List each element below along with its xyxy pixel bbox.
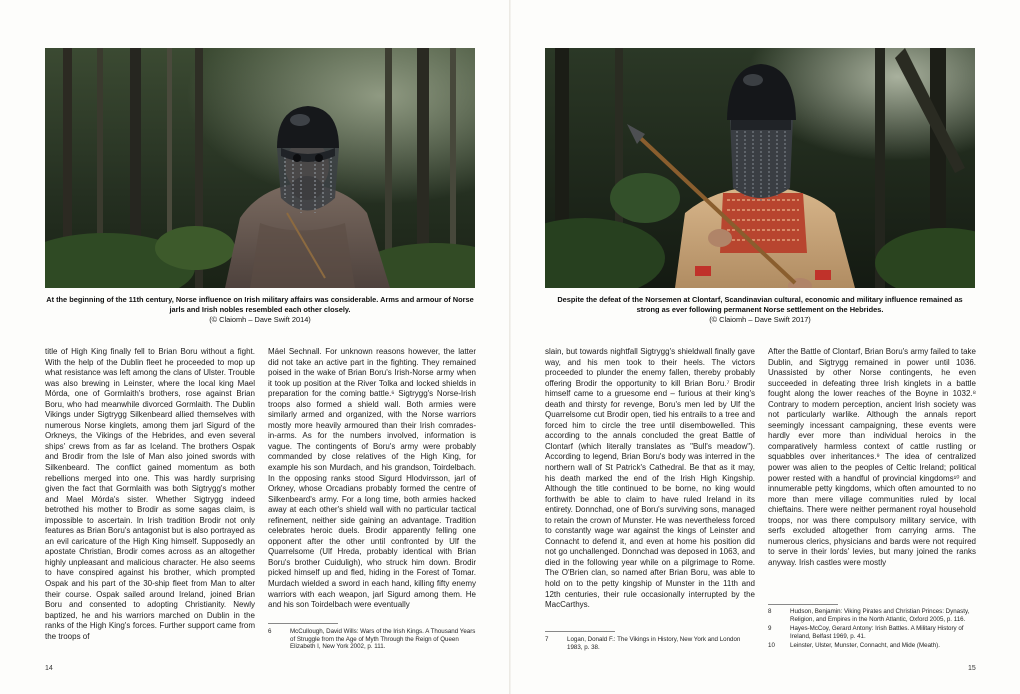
footnote-10-number: 10 bbox=[768, 642, 775, 649]
right-photo-caption bbox=[545, 295, 975, 325]
right-page-column-2 bbox=[768, 347, 976, 568]
footnote-6-text: McCullough, David Wills: Wars of the Irish Kings. A Thousand Years of Struggle from the Age of Myth Through the Reign of Queen Elizabeth I, New York 2002, p. 111. bbox=[290, 628, 476, 651]
footnote-9 bbox=[768, 625, 976, 640]
right-caption-text: Despite the defeat of the Norsemen at Clontarf, Scandinavian cultural, economic and military influence remained as strong as ever following permanent Norse settlement on the Hebrides. bbox=[557, 295, 963, 314]
footnote-6 bbox=[268, 628, 476, 651]
left-page-photo bbox=[45, 48, 475, 288]
footnote-8-text: Hudson, Benjamin: Viking Pirates and Christian Princes: Dynasty, Religion, and Empires in the North Atlantic, Oxford 2005, p. 116. bbox=[790, 608, 970, 623]
body-text-column-2: Máel Sechnall. For unknown reasons however, the latter did not take an active part in the fighting. They remained poised in the wake of Brian Boru's Irish-Norse army when it took up position at the River Tolka and locked shields in preparation for the coming battle.⁶ Sigtrygg's Norse-Irish troops also formed a shield wall. Both armies were similarly armed and organized, with the Norse warriors mostly more heavily armoured than their Irish comrades-in-arms. As for the numbers involved, information is vague. The contingents of Boru's army were probably commanded by close relatives of the High King, for example his son Murdach, and his grandson, Toirdelbach. In the opposing ranks stood Sigurd Hlodvirsson, jarl of Orkney, whose Orcadians probably formed the centre of Silkenbeard's army. For a long time, both armies hacked away at each other's shield wall with no particular tactical refinement, neither side gaining an advantage. Tradition celebrates heroic duels. Brodir apparently felling one opponent after the other until confronted by Ulf the Quarrelsome (Ulf Hreda, probably identical with Brian Boru's brother Cuiduligh), who struck him down. Brodir picked himself up and fled, hiding in the Forest of Tomar. Murdach wielded a sword in each hand, killing fifty enemy warriors with each weapon, jarl Sigurd among them. He and his son Toirdelbach were eventually bbox=[268, 347, 476, 610]
right-page-column-1 bbox=[545, 347, 755, 611]
footnote-9-text: Hayes-McCoy, Gerard Antony: Irish Battles. A Military History of Ireland, Belfast 1969, p. 41. bbox=[790, 625, 964, 640]
footnote-rule-right-1 bbox=[545, 631, 615, 632]
footnote-7-number: 7 bbox=[545, 636, 549, 643]
footnote-9-number: 9 bbox=[768, 625, 772, 632]
left-page-column-2 bbox=[268, 347, 476, 611]
page-number-left: 14 bbox=[45, 665, 53, 672]
right-page-photo bbox=[545, 48, 975, 288]
left-page-column-1 bbox=[45, 347, 255, 642]
footnote-rule-right-2 bbox=[768, 604, 838, 605]
right-caption-credit: (© Claiomh – Dave Swift 2017) bbox=[709, 315, 811, 324]
footnote-8 bbox=[768, 608, 976, 623]
footnote-10-text: Leinster, Ulster, Munster, Connacht, and Mide (Meath). bbox=[790, 642, 940, 649]
left-photo-caption bbox=[45, 295, 475, 325]
left-caption-credit: (© Claiomh – Dave Swift 2014) bbox=[209, 315, 311, 324]
footnote-8-number: 8 bbox=[768, 608, 772, 615]
body-text-column-1: title of High King finally fell to Brian Boru without a fight. With the help of the Dublin fleet he proceeded to mop up what resistance was left among the clans of Ulster. Trouble was also brewing in Leinster, where the local king Mael Mórda, one of Gormlaith's brothers, rose against Brian Boru, who had meanwhile divorced Gormlaith. The Dublin Vikings under Sigtrygg Silkenbeard allied themselves with numerous Norse kinglets, among them jarl Sigurd of the Orkneys, the Vikings of the Hebrides, and even several ships' crews from as far as Iceland. The brothers Ospak and Brodir from the Isle of Man also joined swords with Silkenbeard. The conflict gained momentum as both rebellions merged into one. This was hardly surprising given the fact that Gormlaith was both Sigtrygg's mother and Mael Mórda's sister. Whether Sigtrygg indeed betrothed his mother to Brodir as some sagas claim, is impossible to ascertain. In Irish tradition Brodir not only features as Brian Boru's antagonist but is also portrayed as an evil caricature of the High King himself. Supposedly an apostate Christian, Brodir comes across as an altogether highly unpleasant and malicious character. He also seems to have conspired against his brother, which prompted Ospak and his part of the 30-ship fleet from Man to alter their course. Ospak sailed around Ireland, joined Brian Boru and consented to adopting Christianity. Newly baptized, he and his warriors marched on Dublin in the ranks of the High King's forces. Further support came from the troops of bbox=[45, 347, 255, 641]
left-caption-text: At the beginning of the 11th century, Norse influence on Irish military affairs was considerable. Arms and armour of Norse jarls and Irish nobles resembled each other closely. bbox=[46, 295, 474, 314]
footnote-7 bbox=[545, 636, 755, 651]
footnote-10 bbox=[768, 642, 976, 650]
footnote-6-number: 6 bbox=[268, 628, 272, 635]
reenactor-cloak-illustration bbox=[45, 48, 475, 288]
page-number-right: 15 bbox=[968, 665, 976, 672]
footnote-7-text: Logan, Donald F.: The Vikings in History, New York and London 1983, p. 38. bbox=[567, 636, 741, 651]
reenactor-spear-illustration bbox=[545, 48, 975, 288]
body-text-column-4: After the Battle of Clontarf, Brian Boru's army failed to take Dublin, and Sigtrygg remained in power until 1036. Unassisted by other Norse contingents, he even succeeded in defeating three Irish kinglets in a battle fought along the lower reaches of the Boyne in 1032.⁸ Contrary to modern perception, ancient Irish society was not particularly warlike. Although the annals report seemingly incessant campaigning, these events were hardly ever more than individual heroics in the comparatively harmless context of cattle rustling or squabbles over inheritances.⁹ The idea of centralized power was alien to the peoples of Celtic Ireland; political power rested with a handful of provincial kingdoms¹⁰ and innumerable petty kingdoms, which often amounted to no more than mere village communities ruled by local chieftains. There were neither permanent royal household troops, nor was there compulsory military service, with serfs excluded altogether from carrying arms. The numerous clerics, physicians and bards were not required to serve in their lords' levies, but many joined the ranks anyway. Irish castles were mostly bbox=[768, 347, 976, 567]
body-text-column-3: slain, but towards nightfall Sigtrygg's shieldwall finally gave way, and his men took to their heels. The victors proceeded to plunder the enemy fallen, thereby probably offering Brodir the opportunity to kill Brian Boru.⁷ Brodir himself came to a gruesome end – furious at their king's death and thirsty for revenge, Boru's men led by Ulf the Quarrelsome cut Brodir open, tied his entrails to a tree and forced him to circle the tree until disembowelled. This according to the annals concluded the great Battle of Clontarf (which literally translates as "Bull's meadow"). According to legend, Brian Boru's body was interred in the northern wall of St Patrick's Cathedral. Be that as it may, his death marked the end of the Irish High Kingship. Although the title continued to be borne, no king would forthwith be able to claim to have ruled Ireland in its entirety. Donnchad, one of Boru's surviving sons, managed to retain the crown of Munster. He was nevertheless forced to constantly wage war against the kings of Leinster and Connacht to defend it, and even at home his position did not go unchallenged. Donnchad was deposed in 1063, and died in the following year while on a pilgrimage to Rome. The O'Brien clan, so named after Brian Boru, was able to hold on to the petty kingship of Munster in the 11th and 12th centuries, their rule occasionally interrupted by the MacCarthys. bbox=[545, 347, 755, 610]
footnote-rule-left bbox=[268, 623, 338, 624]
book-gutter bbox=[509, 0, 511, 694]
